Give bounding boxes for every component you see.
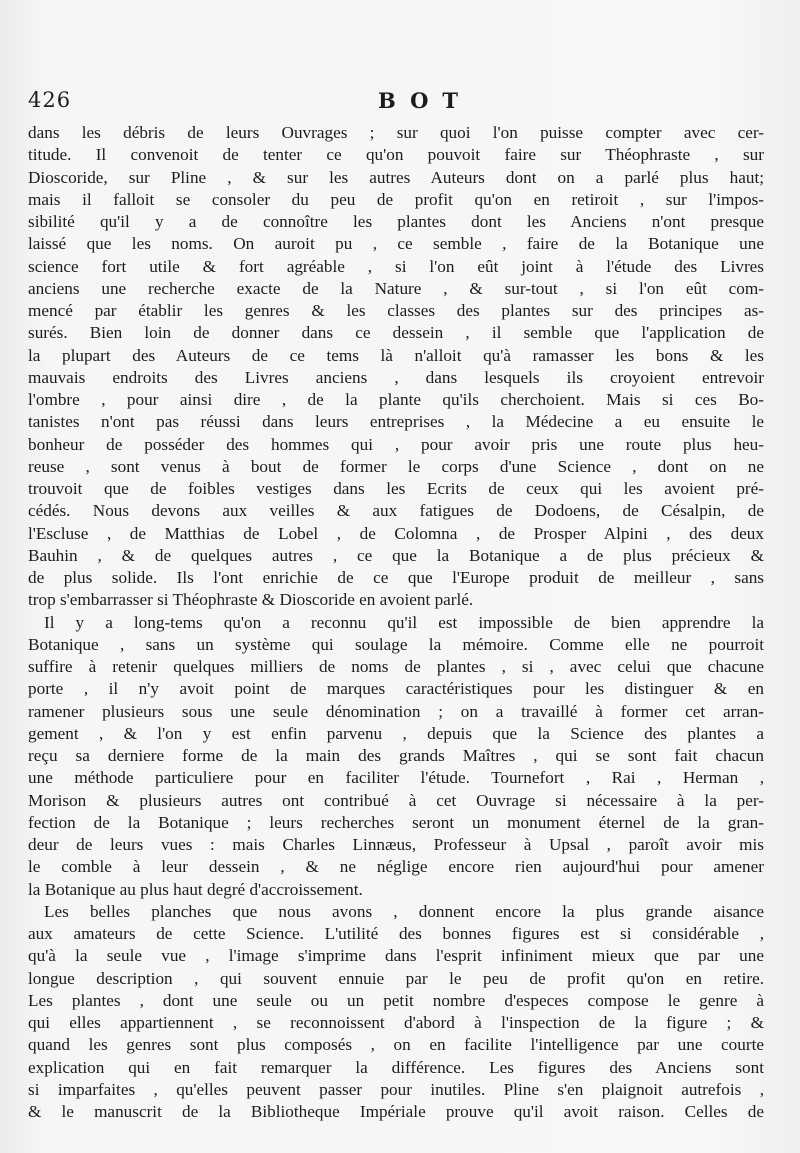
- text-line: dans les débris de leurs Ouvrages ; sur quoi l'on puisse compter avec cer-: [28, 123, 764, 142]
- text-line: suffire à retenir quelques milliers de noms de plantes , si , avec celui que chacune: [28, 657, 764, 676]
- text-line: l'Escluse , de Matthias de Lobel , de Colomna , de Prosper Alpini , des deux: [28, 523, 764, 543]
- text-line: le comble à leur dessein , & ne néglige encore rien aujourd'hui pour amener: [28, 857, 764, 877]
- text-line: la Botanique au plus haut degré d'accroissement.: [28, 879, 363, 899]
- running-head: BOT: [378, 88, 473, 113]
- text-line: aux amateurs de cette Science. L'utilité des bonnes figures est si considérable ,: [28, 924, 764, 943]
- text-line: Les plantes , dont une seule ou un petit nombre d'especes compose le genre à: [28, 990, 764, 1010]
- text-line: Botanique , sans un système qui soulage la mémoire. Comme elle ne pourroit: [28, 634, 764, 654]
- text-line: sibilité qu'il y a de connoître les plantes dont les Anciens n'ont presque: [28, 212, 764, 231]
- text-line: science fort utile & fort agréable , si l'on eût joint à l'étude des Livres: [28, 256, 764, 276]
- text-line: fection de la Botanique ; leurs recherches seront un monument éternel de la gran-: [28, 812, 764, 832]
- text-line: Bauhin , & de quelques autres , ce que la Botanique a de plus précieux &: [28, 545, 764, 565]
- text-line: & le manuscrit de la Bibliotheque Impériale prouve qu'il avoit raison. Celles de: [28, 1102, 764, 1121]
- text-line: Dioscoride, sur Pline , & sur les autres Auteurs dont on a parlé plus haut;: [28, 167, 764, 187]
- text-line: l'ombre , pour ainsi dire , de la plante qu'ils cherchoient. Mais si ces Bo-: [28, 390, 764, 409]
- text-line: ramener plusieurs sous une seule dénomination ; on a travaillé à former cet arran-: [28, 701, 764, 721]
- text-line: deur de leurs vues : mais Charles Linnæus, Professeur à Upsal , paroît avoir mis: [28, 835, 764, 854]
- paragraph-start-line: Il y a long-tems qu'on a reconnu qu'il est impossible de bien apprendre la: [44, 612, 764, 632]
- text-line: bonheur de posséder des hommes qui , pour avoir pris une route plus heu-: [28, 434, 764, 454]
- text-line: reçu sa derniere forme de la main des grands Maîtres , qui se sont fait chacun: [28, 746, 764, 765]
- text-line: explication qui en fait remarquer la différence. Les figures des Anciens sont: [28, 1057, 764, 1077]
- text-line: trop s'embarrasser si Théophraste & Dioscoride en avoient parlé.: [28, 590, 474, 610]
- text-line: mais il falloit se consoler du peu de profit qu'on en retiroit , sur l'impos-: [28, 189, 764, 209]
- text-line: une méthode particuliere pour en faciliter l'étude. Tournefort , Rai , Herman ,: [28, 768, 764, 788]
- text-line: si imparfaites , qu'elles peuvent passer pour inutiles. Pline s'en plaignoit autrefois ,: [28, 1079, 764, 1099]
- text-line: reuse , sont venus à bout de former le corps d'une Science , dont on ne: [28, 456, 764, 476]
- text-line: gement , & l'on y est enfin parvenu , depuis que la Science des plantes a: [28, 723, 764, 743]
- text-line: qui elles appartiennent , se reconnoissent d'abord à l'inspection de la figure ; &: [28, 1013, 764, 1032]
- text-line: tanistes n'ont pas réussi dans leurs entreprises , la Médecine a eu ensuite le: [28, 412, 764, 432]
- text-line: porte , il n'y avoit point de marques caractéristiques pour les distinguer & en: [28, 679, 764, 699]
- page-header: [28, 88, 768, 118]
- text-line: laissé que les noms. On auroit pu , ce semble , faire de la Botanique une: [28, 234, 764, 254]
- text-line: mencé par établir les genres & les classes des plantes sur des principes as-: [28, 301, 764, 320]
- text-line: Morison & plusieurs autres ont contribué à cet Ouvrage si nécessaire à la per-: [28, 790, 764, 810]
- text-line: longue description , qui souvent ennuie par le peu de profit qu'on en retire.: [28, 968, 764, 988]
- text-line: la plupart des Auteurs de ce tems là n'alloit qu'à ramasser les bons & les: [28, 345, 764, 365]
- text-line: qu'à la seule vue , l'image s'imprime dans l'esprit infiniment mieux que par une: [28, 946, 764, 966]
- page-number: 426: [28, 88, 72, 112]
- text-line: mauvais endroits des Livres anciens , dans lesquels ils croyoient entrevoir: [28, 367, 764, 387]
- text-line: cédés. Nous devons aux veilles & aux fatigues de Dodoens, de Césalpin, de: [28, 501, 764, 521]
- text-line: titude. Il convenoit de tenter ce qu'on pouvoit faire sur Théophraste , sur: [28, 145, 764, 165]
- text-line: quand les genres sont plus composés , on en facilite l'intelligence par une courte: [28, 1035, 764, 1055]
- text-line: de plus solide. Ils l'ont enrichie de ce que l'Europe produit de meilleur , sans: [28, 568, 764, 587]
- body-text: [28, 122, 764, 1123]
- paragraph-start-line: Les belles planches que nous avons , donnent encore la plus grande aisance: [44, 901, 764, 921]
- text-line: surés. Bien loin de donner dans ce dessein , il semble que l'application de: [28, 323, 764, 343]
- text-line: anciens une recherche exacte de la Nature , & sur-tout , si l'on eût com-: [28, 278, 764, 298]
- text-line: trouvoit que de foibles vestiges dans les Ecrits de ceux qui les avoient pré-: [28, 479, 764, 498]
